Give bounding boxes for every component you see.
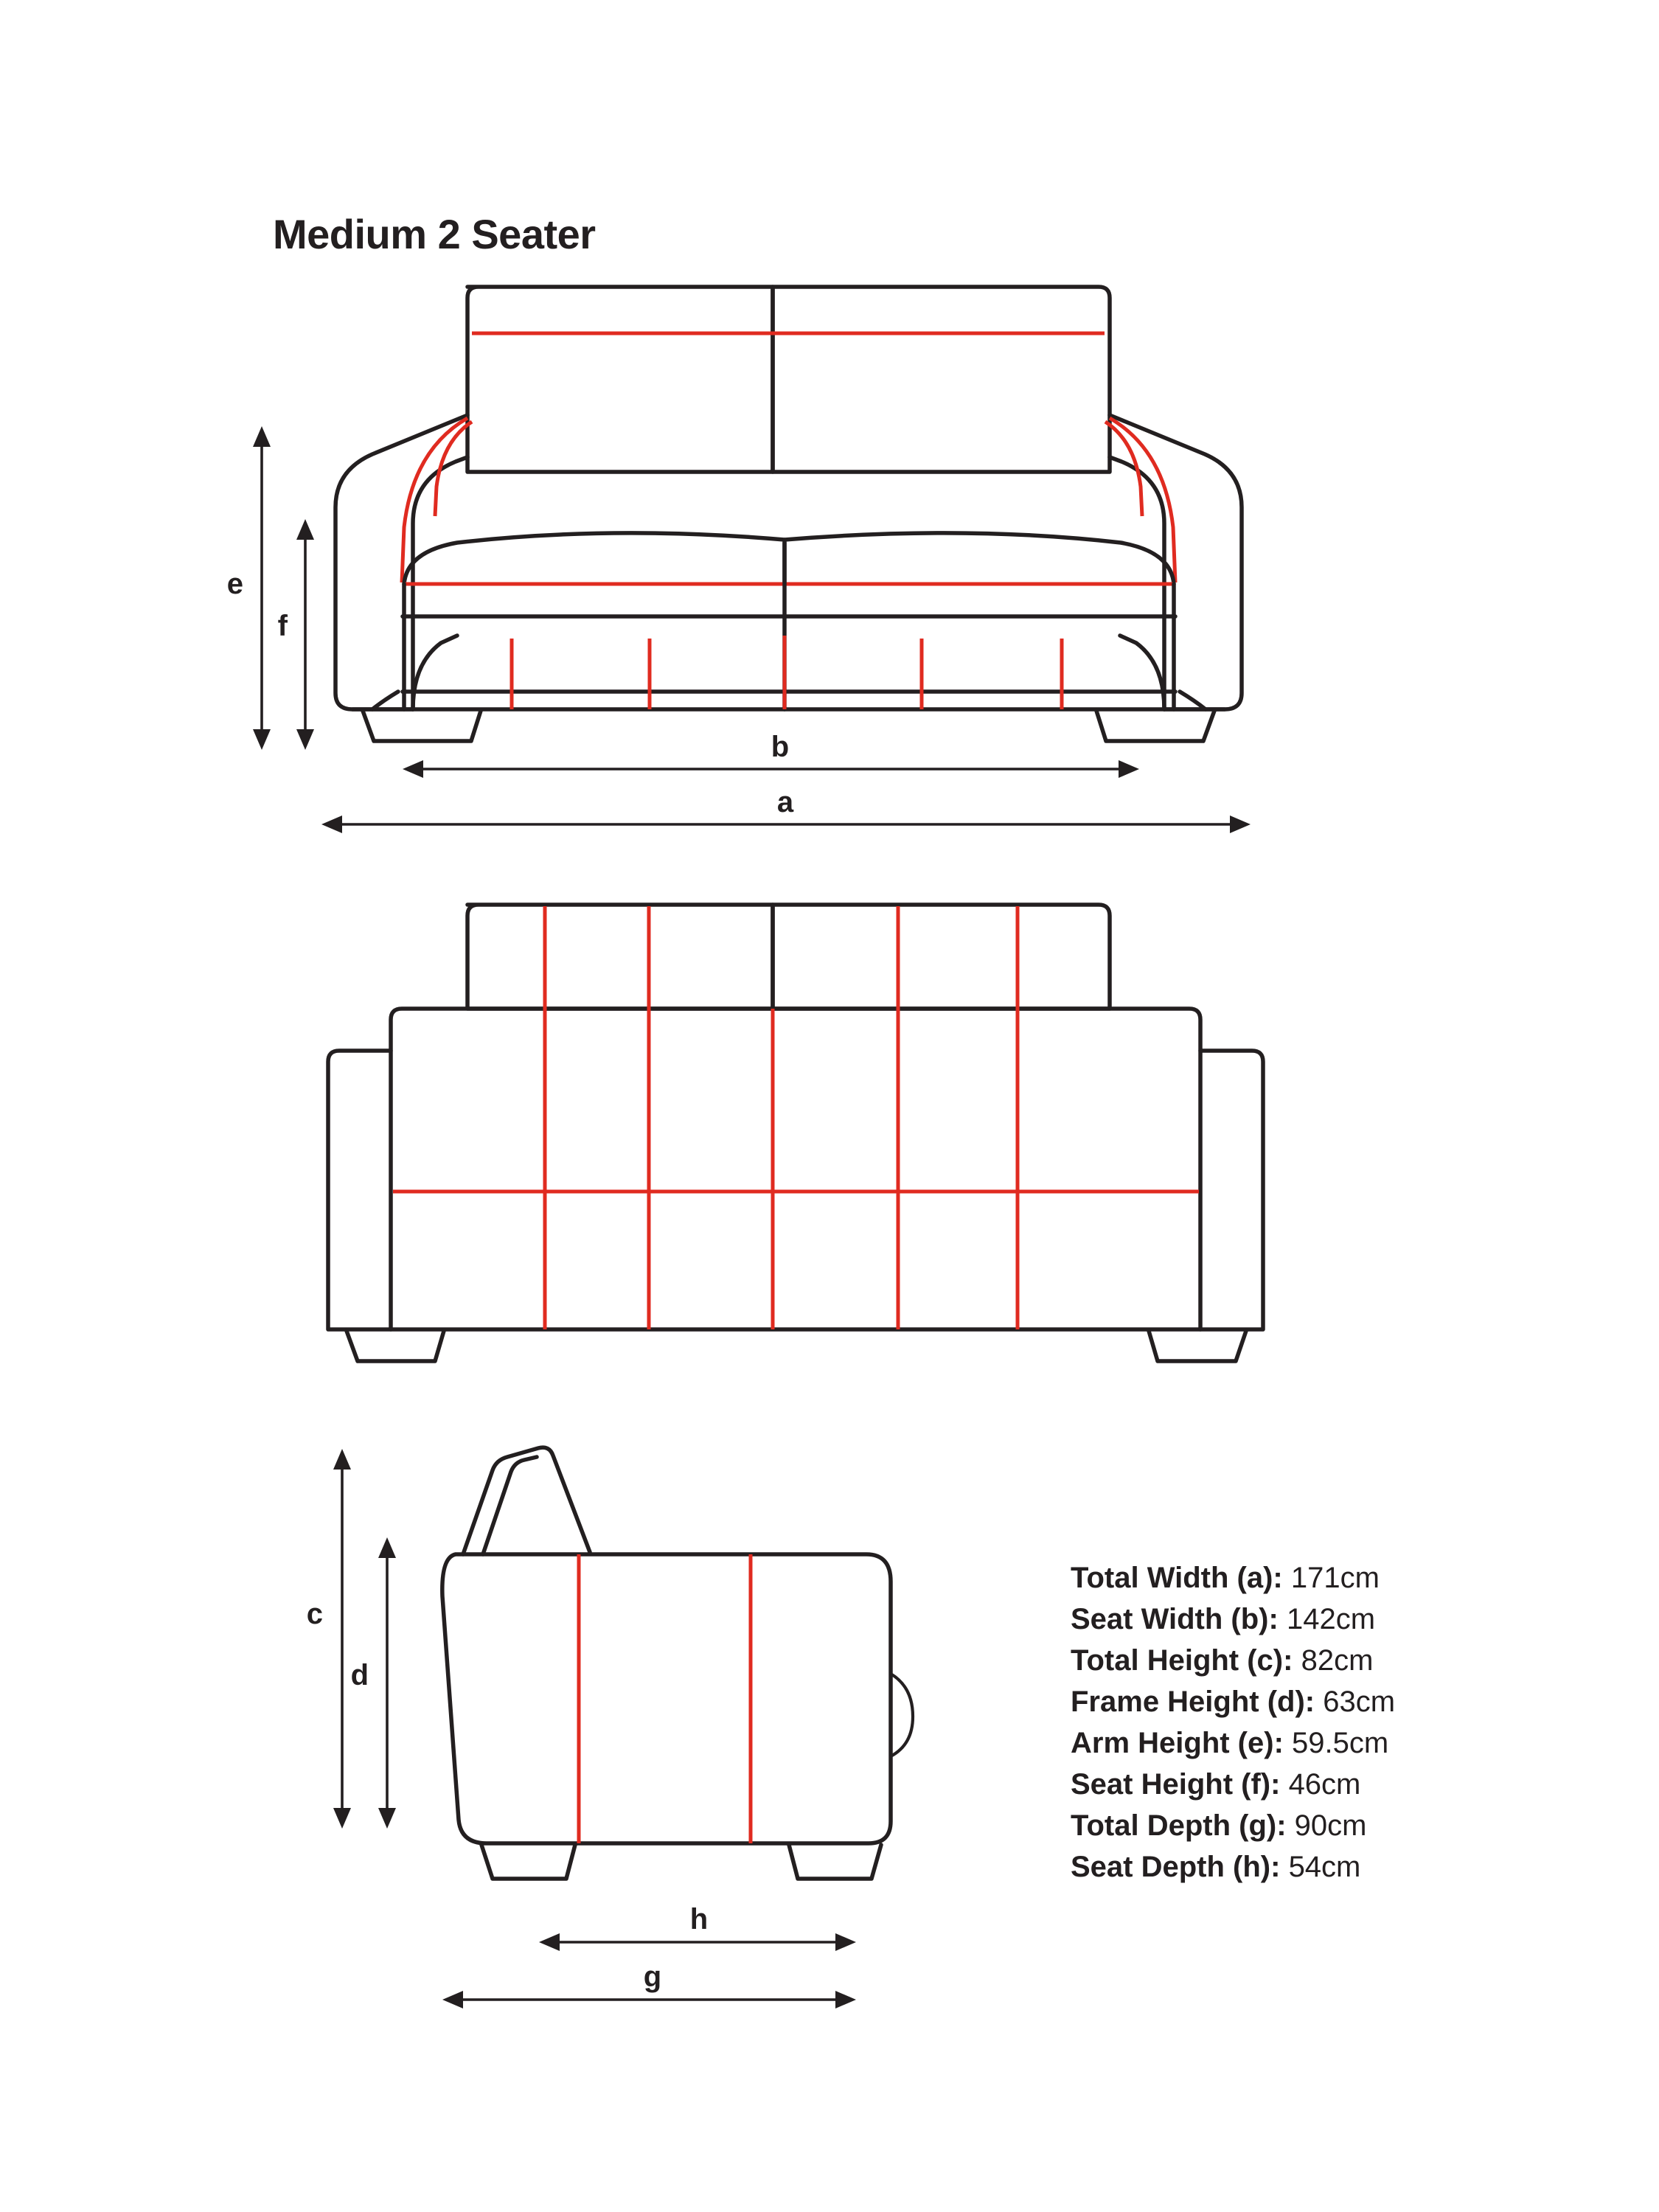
spec-value-seat-depth: 54cm — [1288, 1851, 1361, 1883]
dimension-label-f: f — [277, 610, 288, 642]
front-base — [352, 692, 1225, 709]
dimension-arrow-f — [278, 519, 314, 750]
dimension-label-h: h — [689, 1903, 709, 1935]
dimension-arrow-d — [351, 1537, 396, 1829]
back-top-cushions — [467, 905, 1110, 1009]
spec-value-frame-height: 63cm — [1323, 1686, 1396, 1718]
back-main-panel — [391, 1009, 1200, 1329]
back-vertical-seams — [545, 906, 1018, 1329]
dimension-arrow-g — [442, 1961, 856, 2008]
dimension-arrow-h — [539, 1903, 856, 1951]
spec-value-total-height: 82cm — [1301, 1644, 1374, 1677]
spec-row-seat-depth — [1071, 1846, 1587, 1888]
side-elevation-view — [307, 1447, 913, 2008]
front-frame-band — [403, 543, 1175, 709]
back-feet — [347, 1331, 1246, 1361]
spec-value-arm-height: 59.5cm — [1292, 1727, 1389, 1759]
dimension-arrow-a — [321, 786, 1251, 833]
spec-label-frame-height: Frame Height (d): — [1071, 1686, 1315, 1718]
spec-label-total-height: Total Height (c): — [1071, 1644, 1293, 1677]
spec-label-total-depth: Total Depth (g): — [1071, 1809, 1287, 1842]
spec-value-seat-height: 46cm — [1288, 1768, 1361, 1801]
side-vertical-seams — [579, 1554, 751, 1843]
spec-label-total-width: Total Width (a): — [1071, 1562, 1283, 1594]
spec-row-total-height — [1071, 1640, 1587, 1681]
front-back-cushions — [467, 287, 1110, 472]
spec-row-total-width — [1071, 1557, 1587, 1599]
dimension-arrow-c — [307, 1449, 351, 1829]
dimension-label-a: a — [776, 786, 794, 818]
spec-label-seat-width: Seat Width (b): — [1071, 1603, 1279, 1635]
spec-row-arm-height — [1071, 1722, 1587, 1764]
dimension-label-g: g — [643, 1961, 662, 1993]
dimension-label-e: e — [226, 568, 243, 600]
side-feet — [481, 1845, 881, 1879]
back-left-arm — [328, 1051, 391, 1329]
page-title: Medium 2 Seater — [273, 211, 596, 257]
dimension-label-b: b — [771, 731, 790, 763]
front-seat-cushions — [404, 533, 1174, 584]
spec-row-frame-height — [1071, 1681, 1587, 1722]
spec-label-arm-height: Arm Height (e): — [1071, 1727, 1284, 1759]
back-right-arm — [1200, 1051, 1263, 1329]
spec-value-total-depth: 90cm — [1294, 1809, 1367, 1842]
spec-value-seat-width: 142cm — [1286, 1603, 1376, 1635]
spec-row-seat-height — [1071, 1764, 1587, 1805]
side-back-cushion — [463, 1447, 590, 1554]
side-handle-tab[interactable] — [891, 1674, 913, 1756]
specification-list — [1071, 1557, 1587, 1888]
dimension-label-d: d — [350, 1659, 369, 1691]
side-body — [442, 1554, 891, 1843]
spec-row-total-depth — [1071, 1805, 1587, 1846]
front-base-seams — [512, 636, 1062, 709]
spec-label-seat-depth: Seat Depth (h): — [1071, 1851, 1281, 1883]
dimension-arrow-e — [227, 426, 271, 750]
back-elevation-view — [328, 905, 1263, 1361]
front-elevation-view — [227, 287, 1251, 833]
dimension-arrow-b — [403, 731, 1139, 778]
spec-value-total-width: 171cm — [1290, 1562, 1380, 1594]
dimension-label-c: c — [306, 1598, 323, 1630]
spec-label-seat-height: Seat Height (f): — [1071, 1768, 1281, 1801]
spec-row-seat-width — [1071, 1599, 1587, 1640]
